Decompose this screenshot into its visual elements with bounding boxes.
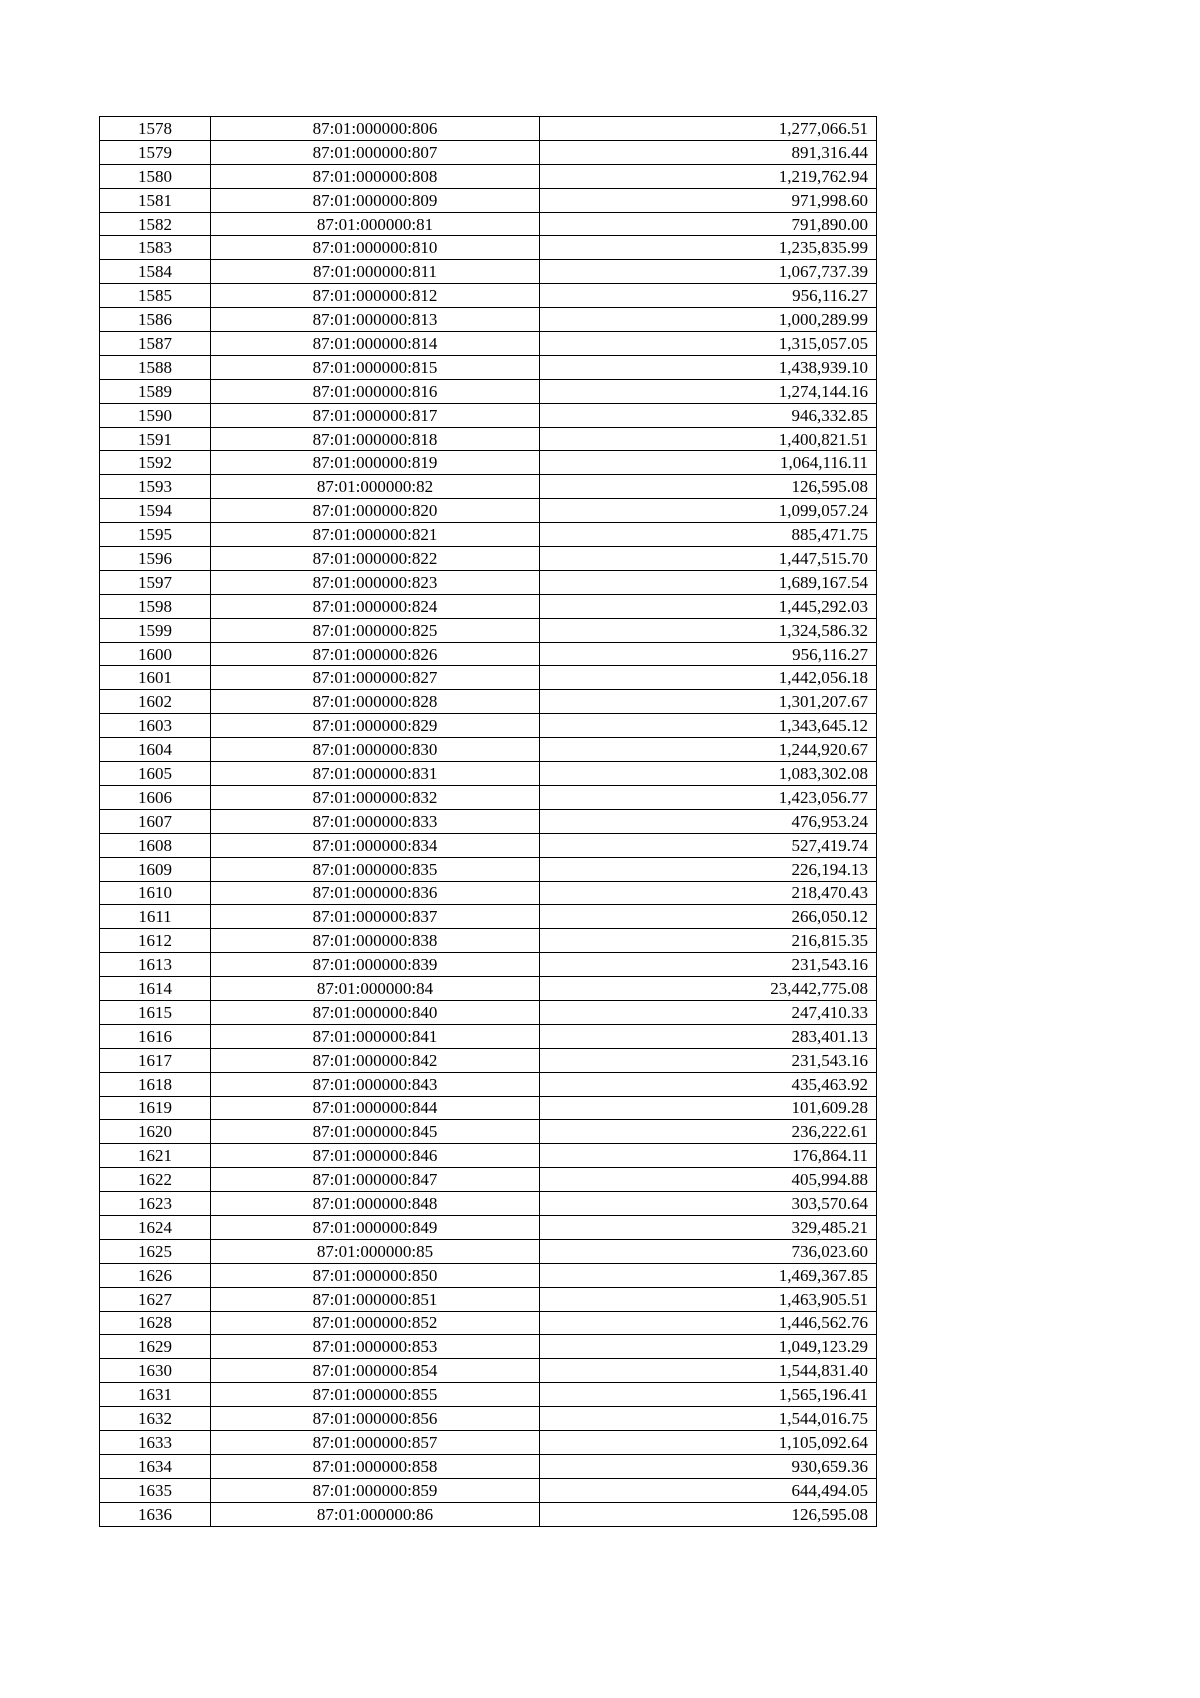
table-row (100, 140, 877, 164)
cadastral-number-cell: 87:01:000000:855 (211, 1383, 540, 1407)
cadastral-number-cell: 87:01:000000:847 (211, 1168, 540, 1192)
cadastral-number-cell: 87:01:000000:844 (211, 1096, 540, 1120)
cadastral-value-cell: 1,064,116.11 (540, 451, 877, 475)
row-number-cell: 1587 (100, 332, 211, 356)
row-number-cell: 1582 (100, 212, 211, 236)
cadastral-number-cell: 87:01:000000:820 (211, 499, 540, 523)
row-number-cell: 1603 (100, 714, 211, 738)
table-row (100, 809, 877, 833)
cadastral-number-cell: 87:01:000000:807 (211, 140, 540, 164)
cadastral-number-cell: 87:01:000000:845 (211, 1120, 540, 1144)
cadastral-number-cell: 87:01:000000:853 (211, 1335, 540, 1359)
row-number-cell: 1584 (100, 260, 211, 284)
table-row (100, 1072, 877, 1096)
cadastral-number-cell: 87:01:000000:858 (211, 1454, 540, 1478)
row-number-cell: 1614 (100, 977, 211, 1001)
table-row (100, 236, 877, 260)
cadastral-value-cell: 1,219,762.94 (540, 164, 877, 188)
cadastral-number-cell: 87:01:000000:809 (211, 188, 540, 212)
table-row (100, 1454, 877, 1478)
cadastral-value-cell: 1,235,835.99 (540, 236, 877, 260)
table-row (100, 929, 877, 953)
row-number-cell: 1606 (100, 785, 211, 809)
cadastral-number-cell: 87:01:000000:840 (211, 1000, 540, 1024)
table-row (100, 738, 877, 762)
cadastral-number-cell: 87:01:000000:81 (211, 212, 540, 236)
cadastral-number-cell: 87:01:000000:826 (211, 642, 540, 666)
table-body (100, 117, 877, 1527)
cadastral-value-cell: 126,595.08 (540, 1502, 877, 1526)
table-row (100, 260, 877, 284)
table-row (100, 953, 877, 977)
cadastral-value-cell: 956,116.27 (540, 642, 877, 666)
cadastral-value-cell: 405,994.88 (540, 1168, 877, 1192)
cadastral-value-cell: 527,419.74 (540, 833, 877, 857)
cadastral-value-cell: 218,470.43 (540, 881, 877, 905)
row-number-cell: 1627 (100, 1287, 211, 1311)
cadastral-value-cell: 1,463,905.51 (540, 1287, 877, 1311)
cadastral-value-cell: 1,105,092.64 (540, 1430, 877, 1454)
cadastral-number-cell: 87:01:000000:812 (211, 284, 540, 308)
row-number-cell: 1623 (100, 1192, 211, 1216)
table-row (100, 785, 877, 809)
table-row (100, 188, 877, 212)
row-number-cell: 1600 (100, 642, 211, 666)
cadastral-number-cell: 87:01:000000:827 (211, 666, 540, 690)
table-row (100, 1502, 877, 1526)
table-row (100, 714, 877, 738)
table-row (100, 905, 877, 929)
cadastral-value-table (99, 116, 877, 1527)
table-row (100, 379, 877, 403)
cadastral-value-cell: 216,815.35 (540, 929, 877, 953)
cadastral-value-cell: 1,400,821.51 (540, 427, 877, 451)
cadastral-value-cell: 329,485.21 (540, 1215, 877, 1239)
row-number-cell: 1620 (100, 1120, 211, 1144)
cadastral-value-cell: 1,445,292.03 (540, 594, 877, 618)
row-number-cell: 1590 (100, 403, 211, 427)
cadastral-value-cell: 247,410.33 (540, 1000, 877, 1024)
cadastral-number-cell: 87:01:000000:837 (211, 905, 540, 929)
table-row (100, 762, 877, 786)
cadastral-value-cell: 946,332.85 (540, 403, 877, 427)
table-row (100, 1000, 877, 1024)
cadastral-value-cell: 1,446,562.76 (540, 1311, 877, 1335)
cadastral-value-cell: 1,423,056.77 (540, 785, 877, 809)
table-row (100, 594, 877, 618)
cadastral-value-cell: 476,953.24 (540, 809, 877, 833)
row-number-cell: 1612 (100, 929, 211, 953)
cadastral-value-cell: 1,301,207.67 (540, 690, 877, 714)
cadastral-value-cell: 1,544,831.40 (540, 1359, 877, 1383)
table-row (100, 164, 877, 188)
row-number-cell: 1630 (100, 1359, 211, 1383)
cadastral-value-cell: 736,023.60 (540, 1239, 877, 1263)
cadastral-number-cell: 87:01:000000:846 (211, 1144, 540, 1168)
row-number-cell: 1592 (100, 451, 211, 475)
table-row (100, 475, 877, 499)
cadastral-number-cell: 87:01:000000:808 (211, 164, 540, 188)
row-number-cell: 1591 (100, 427, 211, 451)
table-row (100, 690, 877, 714)
table-row (100, 355, 877, 379)
row-number-cell: 1636 (100, 1502, 211, 1526)
row-number-cell: 1610 (100, 881, 211, 905)
table-row (100, 403, 877, 427)
table-row (100, 977, 877, 1001)
cadastral-number-cell: 87:01:000000:814 (211, 332, 540, 356)
table-row (100, 1407, 877, 1431)
cadastral-number-cell: 87:01:000000:856 (211, 1407, 540, 1431)
cadastral-value-cell: 1,067,737.39 (540, 260, 877, 284)
cadastral-number-cell: 87:01:000000:839 (211, 953, 540, 977)
row-number-cell: 1625 (100, 1239, 211, 1263)
table-row (100, 642, 877, 666)
cadastral-number-cell: 87:01:000000:842 (211, 1048, 540, 1072)
cadastral-number-cell: 87:01:000000:819 (211, 451, 540, 475)
cadastral-value-cell: 1,274,144.16 (540, 379, 877, 403)
cadastral-value-cell: 885,471.75 (540, 523, 877, 547)
cadastral-value-cell: 1,565,196.41 (540, 1383, 877, 1407)
row-number-cell: 1628 (100, 1311, 211, 1335)
table-row (100, 427, 877, 451)
row-number-cell: 1583 (100, 236, 211, 260)
cadastral-number-cell: 87:01:000000:817 (211, 403, 540, 427)
cadastral-value-cell: 1,447,515.70 (540, 547, 877, 571)
cadastral-value-cell: 1,049,123.29 (540, 1335, 877, 1359)
cadastral-value-cell: 231,543.16 (540, 1048, 877, 1072)
row-number-cell: 1609 (100, 857, 211, 881)
cadastral-value-cell: 226,194.13 (540, 857, 877, 881)
cadastral-number-cell: 87:01:000000:835 (211, 857, 540, 881)
row-number-cell: 1588 (100, 355, 211, 379)
cadastral-value-cell: 956,116.27 (540, 284, 877, 308)
row-number-cell: 1626 (100, 1263, 211, 1287)
row-number-cell: 1585 (100, 284, 211, 308)
table-row (100, 308, 877, 332)
cadastral-value-cell: 435,463.92 (540, 1072, 877, 1096)
cadastral-number-cell: 87:01:000000:823 (211, 570, 540, 594)
table-row (100, 1311, 877, 1335)
table-row (100, 1144, 877, 1168)
cadastral-number-cell: 87:01:000000:815 (211, 355, 540, 379)
cadastral-number-cell: 87:01:000000:82 (211, 475, 540, 499)
table-row (100, 1024, 877, 1048)
cadastral-number-cell: 87:01:000000:813 (211, 308, 540, 332)
cadastral-number-cell: 87:01:000000:818 (211, 427, 540, 451)
cadastral-number-cell: 87:01:000000:833 (211, 809, 540, 833)
table-row (100, 570, 877, 594)
row-number-cell: 1611 (100, 905, 211, 929)
cadastral-value-cell: 1,315,057.05 (540, 332, 877, 356)
table-row (100, 1120, 877, 1144)
cadastral-number-cell: 87:01:000000:828 (211, 690, 540, 714)
row-number-cell: 1596 (100, 547, 211, 571)
cadastral-number-cell: 87:01:000000:811 (211, 260, 540, 284)
cadastral-number-cell: 87:01:000000:85 (211, 1239, 540, 1263)
row-number-cell: 1613 (100, 953, 211, 977)
row-number-cell: 1634 (100, 1454, 211, 1478)
table-row (100, 212, 877, 236)
table-row (100, 1239, 877, 1263)
row-number-cell: 1595 (100, 523, 211, 547)
row-number-cell: 1602 (100, 690, 211, 714)
row-number-cell: 1624 (100, 1215, 211, 1239)
row-number-cell: 1598 (100, 594, 211, 618)
row-number-cell: 1608 (100, 833, 211, 857)
cadastral-number-cell: 87:01:000000:848 (211, 1192, 540, 1216)
table-row (100, 284, 877, 308)
table-row (100, 332, 877, 356)
cadastral-value-cell: 101,609.28 (540, 1096, 877, 1120)
row-number-cell: 1593 (100, 475, 211, 499)
row-number-cell: 1605 (100, 762, 211, 786)
cadastral-number-cell: 87:01:000000:836 (211, 881, 540, 905)
cadastral-number-cell: 87:01:000000:810 (211, 236, 540, 260)
table-row (100, 1287, 877, 1311)
table-row (100, 1263, 877, 1287)
row-number-cell: 1581 (100, 188, 211, 212)
table-row (100, 666, 877, 690)
row-number-cell: 1580 (100, 164, 211, 188)
cadastral-value-cell: 1,442,056.18 (540, 666, 877, 690)
table-row (100, 1096, 877, 1120)
cadastral-number-cell: 87:01:000000:850 (211, 1263, 540, 1287)
table-row (100, 1430, 877, 1454)
cadastral-number-cell: 87:01:000000:838 (211, 929, 540, 953)
cadastral-value-cell: 644,494.05 (540, 1478, 877, 1502)
row-number-cell: 1607 (100, 809, 211, 833)
cadastral-number-cell: 87:01:000000:816 (211, 379, 540, 403)
row-number-cell: 1622 (100, 1168, 211, 1192)
cadastral-value-cell: 1,689,167.54 (540, 570, 877, 594)
table-row (100, 857, 877, 881)
row-number-cell: 1597 (100, 570, 211, 594)
table-row (100, 1192, 877, 1216)
row-number-cell: 1632 (100, 1407, 211, 1431)
cadastral-number-cell: 87:01:000000:851 (211, 1287, 540, 1311)
cadastral-value-cell: 176,864.11 (540, 1144, 877, 1168)
table-row (100, 547, 877, 571)
table-row (100, 523, 877, 547)
row-number-cell: 1586 (100, 308, 211, 332)
table-row (100, 117, 877, 141)
row-number-cell: 1618 (100, 1072, 211, 1096)
row-number-cell: 1629 (100, 1335, 211, 1359)
row-number-cell: 1619 (100, 1096, 211, 1120)
row-number-cell: 1621 (100, 1144, 211, 1168)
row-number-cell: 1604 (100, 738, 211, 762)
cadastral-number-cell: 87:01:000000:806 (211, 117, 540, 141)
table-row (100, 1215, 877, 1239)
cadastral-number-cell: 87:01:000000:830 (211, 738, 540, 762)
cadastral-number-cell: 87:01:000000:824 (211, 594, 540, 618)
row-number-cell: 1594 (100, 499, 211, 523)
cadastral-value-cell: 1,324,586.32 (540, 618, 877, 642)
cadastral-value-cell: 266,050.12 (540, 905, 877, 929)
cadastral-value-cell: 891,316.44 (540, 140, 877, 164)
table-row (100, 451, 877, 475)
cadastral-value-cell: 126,595.08 (540, 475, 877, 499)
cadastral-value-cell: 23,442,775.08 (540, 977, 877, 1001)
cadastral-number-cell: 87:01:000000:834 (211, 833, 540, 857)
table-row (100, 618, 877, 642)
cadastral-value-cell: 930,659.36 (540, 1454, 877, 1478)
cadastral-number-cell: 87:01:000000:825 (211, 618, 540, 642)
cadastral-value-cell: 1,277,066.51 (540, 117, 877, 141)
cadastral-number-cell: 87:01:000000:86 (211, 1502, 540, 1526)
cadastral-value-cell: 231,543.16 (540, 953, 877, 977)
row-number-cell: 1579 (100, 140, 211, 164)
cadastral-number-cell: 87:01:000000:859 (211, 1478, 540, 1502)
row-number-cell: 1617 (100, 1048, 211, 1072)
cadastral-value-cell: 1,083,302.08 (540, 762, 877, 786)
cadastral-number-cell: 87:01:000000:831 (211, 762, 540, 786)
cadastral-value-cell: 1,099,057.24 (540, 499, 877, 523)
cadastral-value-cell: 1,544,016.75 (540, 1407, 877, 1431)
cadastral-number-cell: 87:01:000000:832 (211, 785, 540, 809)
row-number-cell: 1599 (100, 618, 211, 642)
row-number-cell: 1616 (100, 1024, 211, 1048)
cadastral-value-cell: 283,401.13 (540, 1024, 877, 1048)
cadastral-number-cell: 87:01:000000:84 (211, 977, 540, 1001)
table-row (100, 833, 877, 857)
cadastral-number-cell: 87:01:000000:852 (211, 1311, 540, 1335)
cadastral-value-cell: 1,000,289.99 (540, 308, 877, 332)
table-row (100, 881, 877, 905)
cadastral-number-cell: 87:01:000000:854 (211, 1359, 540, 1383)
row-number-cell: 1589 (100, 379, 211, 403)
cadastral-number-cell: 87:01:000000:829 (211, 714, 540, 738)
table-row (100, 1478, 877, 1502)
cadastral-value-cell: 236,222.61 (540, 1120, 877, 1144)
table-row (100, 499, 877, 523)
row-number-cell: 1633 (100, 1430, 211, 1454)
cadastral-value-cell: 1,244,920.67 (540, 738, 877, 762)
table-row (100, 1383, 877, 1407)
cadastral-number-cell: 87:01:000000:849 (211, 1215, 540, 1239)
cadastral-value-cell: 1,343,645.12 (540, 714, 877, 738)
cadastral-value-cell: 303,570.64 (540, 1192, 877, 1216)
row-number-cell: 1615 (100, 1000, 211, 1024)
cadastral-value-cell: 791,890.00 (540, 212, 877, 236)
cadastral-value-cell: 1,438,939.10 (540, 355, 877, 379)
row-number-cell: 1601 (100, 666, 211, 690)
cadastral-number-cell: 87:01:000000:843 (211, 1072, 540, 1096)
table-row (100, 1048, 877, 1072)
cadastral-number-cell: 87:01:000000:822 (211, 547, 540, 571)
row-number-cell: 1631 (100, 1383, 211, 1407)
row-number-cell: 1635 (100, 1478, 211, 1502)
table-row (100, 1335, 877, 1359)
cadastral-value-cell: 1,469,367.85 (540, 1263, 877, 1287)
cadastral-number-cell: 87:01:000000:857 (211, 1430, 540, 1454)
cadastral-number-cell: 87:01:000000:821 (211, 523, 540, 547)
row-number-cell: 1578 (100, 117, 211, 141)
cadastral-value-cell: 971,998.60 (540, 188, 877, 212)
table-row (100, 1168, 877, 1192)
table-row (100, 1359, 877, 1383)
cadastral-number-cell: 87:01:000000:841 (211, 1024, 540, 1048)
